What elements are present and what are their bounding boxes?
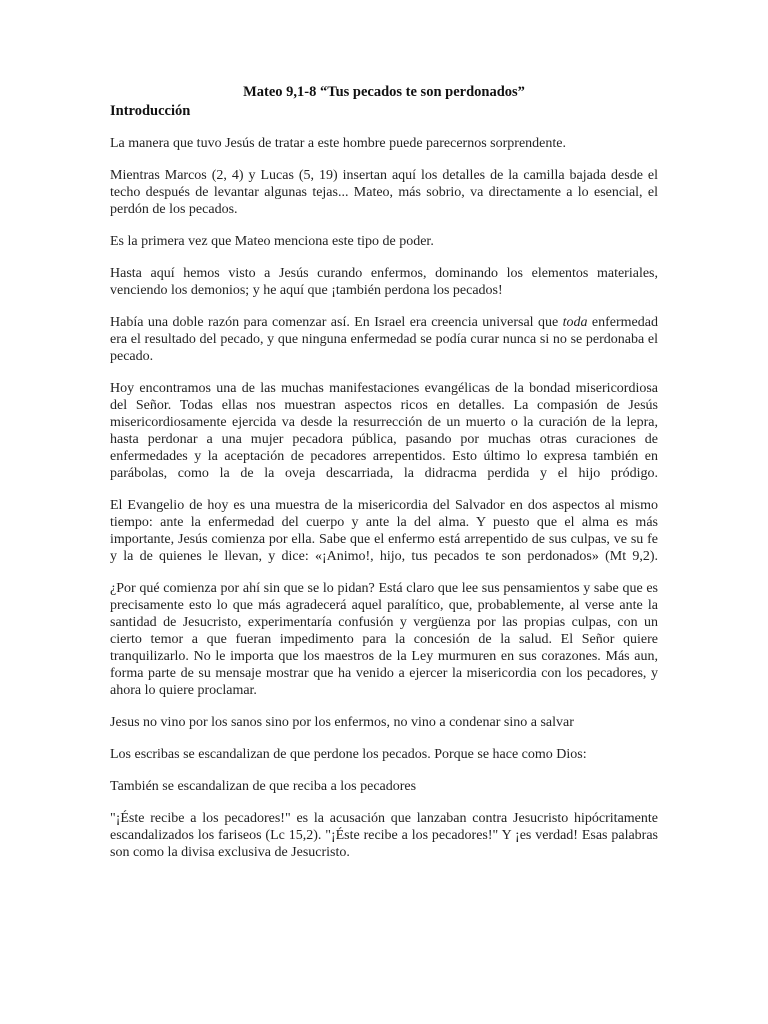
paragraph-7: El Evangelio de hoy es una muestra de la misericordia del Salvador en dos aspectos al mismo tiempo: ante la enfermedad del cuerpo y ante la del alma. Y puesto que el alma es más importante, Jesús comienza por ella. Sabe que el enfermo está arrepentido de sus culpas, ve su fe y la de quienes le llevan, y dice: «¡Animo!, hijo, tus pecados te son perdonados» (Mt 9,2). [110, 498, 658, 564]
paragraph-5-emphasis: toda [562, 315, 588, 330]
paragraph-9: Jesus no vino por los sanos sino por los enfermos, no vino a condenar sino a salvar [110, 715, 574, 730]
paragraph-2: Mientras Marcos (2, 4) y Lucas (5, 19) insertan aquí los detalles de la camilla bajada desde el techo después de levantar algunas tejas... Mateo, más sobrio, va directamente a lo esencial, el perdón de los pecados. [110, 168, 658, 217]
paragraph-6: Hoy encontramos una de las muchas manifestaciones evangélicas de la bondad misericordiosa del Señor. Todas ellas nos muestran aspectos ricos en detalles. La compasión de Jesús misericordiosamente ejercida va desde la resurrección de un muerto o la curación de la lepra, hasta perdonar a una mujer pecadora pública, pasando por muchas otras curaciones de enfermedades y la aceptación de pecadores arrepentidos. Esto último lo expresa también en parábolas, como la de la oveja descarriada, la didracma perdida y el hijo pródigo. [110, 381, 658, 481]
document-page [110, 84, 658, 876]
paragraph-1: La manera que tuvo Jesús de tratar a este hombre puede parecernos sorprendente. [110, 136, 566, 151]
paragraph-11: También se escandalizan de que reciba a los pecadores [110, 779, 417, 794]
section-heading: Introducción [110, 103, 191, 119]
paragraph-5 [110, 314, 658, 365]
paragraph-3: Es la primera vez que Mateo menciona este tipo de poder. [110, 234, 434, 249]
paragraph-12: "¡Éste recibe a los pecadores!" es la acusación que lanzaban contra Jesucristo hipócritamente escandalizados los fariseos (Lc 15,2). "¡Éste recibe a los pecadores!" Y ¡es verdad! Esas palabras son como la divisa exclusiva de Jesucristo. [110, 811, 658, 860]
document-title: Mateo 9,1-8 “Tus pecados te son perdonados” [243, 84, 525, 100]
paragraph-8: ¿Por qué comienza por ahí sin que se lo pidan? Está claro que lee sus pensamientos y sabe que es precisamente esto lo que más agradecerá aquel paralítico, que, probablemente, al verse ante la santidad de Jesucristo, experimentaría confusión y vergüenza por las propias culpas, con un cierto temor a que fueran impedimento para la concesión de la salud. El Señor quiere tranquilizarlo. No le importa que los maestros de la Ley murmuren en sus corazones. Más aun, forma parte de su mensaje mostrar que ha venido a ejercer la misericordia con los pecadores, y ahora lo quiere proclamar. [110, 581, 658, 698]
paragraph-5-after: enfermedad era el resultado del pecado, y que ninguna enfermedad se podía curar nunca si no se perdonaba el pecado. [110, 315, 658, 364]
paragraph-10: Los escribas se escandalizan de que perdone los pecados. Porque se hace como Dios: [110, 747, 587, 762]
paragraph-5-before: Había una doble razón para comenzar así. En Israel era creencia universal que [110, 315, 563, 330]
paragraph-4: Hasta aquí hemos visto a Jesús curando enfermos, dominando los elementos materiales, venciendo los demonios; y he aquí que ¡también perdona los pecados! [110, 266, 658, 298]
